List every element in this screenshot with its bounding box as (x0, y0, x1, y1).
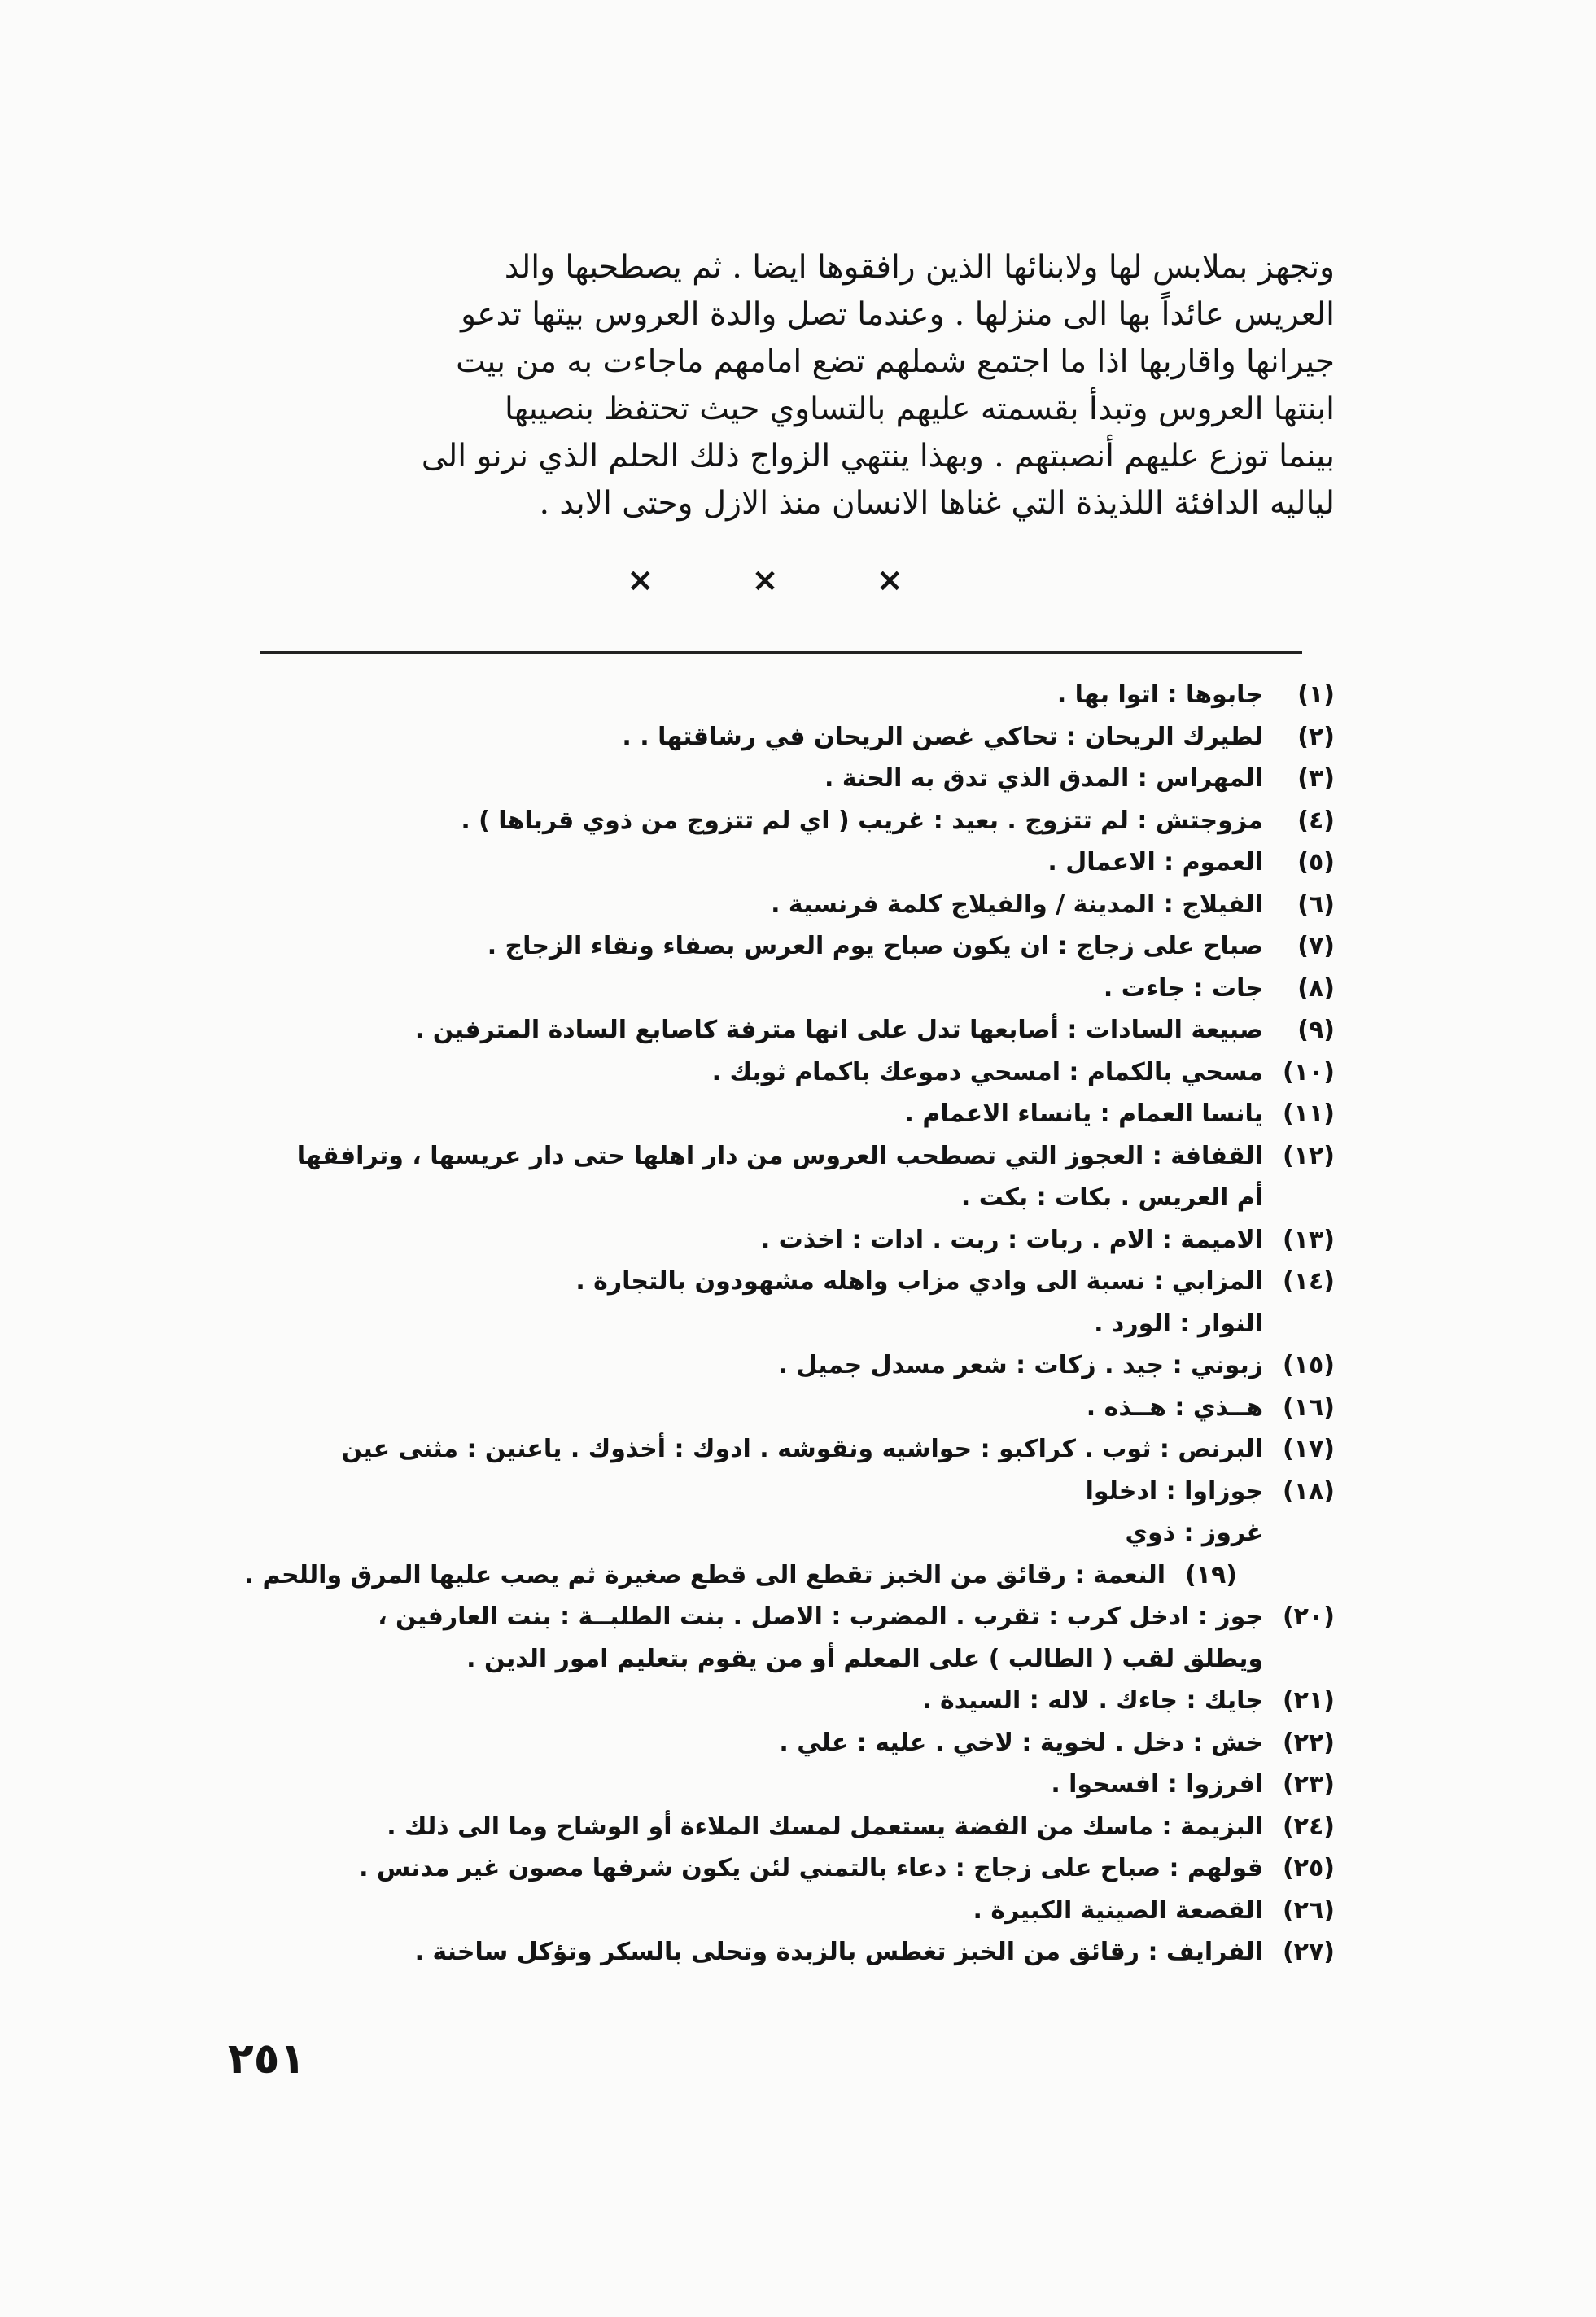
footnote-item (244, 1596, 1335, 1638)
footnote-text: الاميمة : الام . ربات : ربت . ادات : اخذت . (760, 1225, 1263, 1254)
footnote-item (244, 1135, 1335, 1178)
footnote-number: (١٠) (1282, 1057, 1335, 1086)
footnote-text: لطيرك الريحان : تحاكي غصن الريحان في رشاقتها . . (622, 722, 1263, 751)
footnote-text: جابوها : اتوا بها . (1056, 680, 1263, 709)
footnote-text: القصعة الصينية الكبيرة . (973, 1895, 1263, 1925)
footnote-number: (٢٥) (1282, 1854, 1335, 1882)
body-line: وتجهز بملابس لها ولابنائها الذين رافقوها ايضا . ثم يصطحبها والد (504, 249, 1335, 286)
footnote-text: مسحي بالكمام : امسحي دموعك باكمام ثوبك . (711, 1057, 1263, 1086)
footnote-number: (٢٣) (1282, 1770, 1335, 1799)
footnote-number: (١٩) (1184, 1560, 1237, 1589)
footnote-item (244, 1806, 1335, 1848)
footnote-item (244, 758, 1335, 800)
footnote-continuation: غروز : ذوي (1125, 1519, 1263, 1547)
footnote-item (244, 1261, 1335, 1303)
footnote-text: النعمة : رقائق من الخبز تقطع الى قطع صغيرة ثم يصب عليها المرق واللحم . (244, 1560, 1165, 1589)
footnote-continuation: ويطلق لقب ( الطالب ) على المعلم أو من يقوم بتعليم امور الدين . (466, 1644, 1263, 1673)
footnote-number: (٢٠) (1282, 1602, 1335, 1631)
footnote-item (244, 1931, 1335, 1974)
footnote-item (244, 925, 1335, 968)
footnote-text: جوزاوا : ادخلوا (1085, 1476, 1263, 1506)
footnote-text: البرنص : ثوب . كراكبو : حواشيه ونقوشه . ادوك : أخذوك . ياعنين : مثنى عين (341, 1435, 1263, 1463)
footnote-number: (٣) (1297, 764, 1335, 793)
footnote-number: (١٦) (1282, 1392, 1335, 1422)
footnote-number: (٧) (1297, 932, 1335, 960)
footnote-text: صباح على زجاج : ان يكون صباح يوم العرس بصفاء ونقاء الزجاج . (487, 932, 1263, 960)
footnote-number: (٢٦) (1282, 1895, 1335, 1925)
footnote-number: (٢١) (1282, 1686, 1335, 1715)
footnote-number: (١٨) (1282, 1476, 1335, 1506)
footnote-item (244, 716, 1335, 758)
footnote-number: (١٤) (1282, 1267, 1335, 1296)
footnote-item (244, 1051, 1335, 1094)
footnote-number: (١١) (1282, 1099, 1335, 1128)
footnote-number: (٨) (1297, 973, 1335, 1003)
footnote-number: (١٣) (1282, 1225, 1335, 1254)
footnote-item (244, 674, 1335, 716)
footnote-item (244, 1890, 1335, 1932)
footnote-text: صبيعة السادات : أصابعها تدل على انها مترفة كاصابع السادة المترفين . (414, 1016, 1263, 1044)
footnote-item (244, 1764, 1335, 1806)
body-line: بينما توزع عليهم أنصبتهم . وبهذا ينتهي الزواج ذلك الحلم الذي نرنو الى (421, 438, 1335, 474)
footnote-number: (٢٧) (1282, 1938, 1335, 1966)
footnotes-list (244, 674, 1335, 1974)
body-line: ابنتها العروس وتبدأ بقسمته عليهم بالتساوي حيث تحتفظ بنصيبها (505, 391, 1335, 427)
footnote-item (244, 1722, 1335, 1764)
separator-mark: × (627, 562, 654, 599)
footnote-item (244, 1093, 1335, 1135)
footnote-item (244, 1387, 1335, 1429)
footnote-number: (١) (1297, 680, 1335, 709)
footnote-item (244, 1680, 1335, 1722)
footnote-text: جوز : ادخل كرب : تقرب . المضرب : الاصل . بنت الطلبــة : بنت العارفين ، (378, 1602, 1263, 1631)
footnote-number: (٦) (1297, 890, 1335, 919)
body-line: لياليه الدافئة اللذيذة التي غناها الانسان منذ الازل وحتى الابد . (539, 485, 1335, 522)
footnote-text: هــذي : هــذه . (1086, 1392, 1263, 1422)
page-number: ٢٥١ (228, 2035, 306, 2083)
footnote-item (244, 800, 1335, 842)
footnote-number: (٥) (1297, 848, 1335, 877)
footnote-item (244, 1344, 1335, 1387)
footnote-item (244, 884, 1335, 926)
footnote-number: (٢٢) (1282, 1728, 1335, 1757)
footnote-number: (١٧) (1282, 1435, 1335, 1463)
separator-mark: × (751, 562, 779, 599)
footnote-text: جايك : جاءك . لاله : السيدة . (922, 1686, 1263, 1715)
footnote-text: قولهم : صباح على زجاج : دعاء بالتمني لئن يكون شرفها مصون غير مدنس . (359, 1854, 1263, 1882)
footnote-number: (١٥) (1282, 1351, 1335, 1379)
footnote-text: خش : دخل . لخوية : لاخي . عليه : علي . (779, 1728, 1263, 1757)
footnote-text: الفرايف : رقائق من الخبز تغطس بالزبدة وتحلى بالسكر وتؤكل ساخنة . (414, 1938, 1263, 1966)
footnote-number: (٩) (1297, 1016, 1335, 1044)
footnote-item (244, 1554, 1335, 1597)
footnote-item (244, 1471, 1335, 1513)
footnote-continuation: أم العريس . بكات : بكت . (960, 1183, 1263, 1212)
footnote-number: (٢٤) (1282, 1812, 1335, 1841)
body-paragraph (244, 244, 1335, 527)
footnote-number: (٢) (1297, 722, 1335, 751)
footnote-text: يانسا العمام : يانساء الاعمام . (904, 1099, 1263, 1128)
footnote-item (244, 1219, 1335, 1261)
separator-mark: × (876, 562, 903, 599)
footnote-text: البزيمة : ماسك من الفضة يستعمل لمسك الملاءة أو الوشاح وما الى ذلك . (387, 1812, 1263, 1841)
footnote-item (244, 842, 1335, 884)
footnote-text: جات : جاءت . (1103, 973, 1263, 1003)
section-separator (627, 562, 903, 599)
footnote-divider (260, 651, 1302, 654)
body-line: العريس عائداً بها الى منزلها . وعندما تصل والدة العروس بيتها تدعو (461, 296, 1335, 333)
body-line: جيرانها واقاربها اذا ما اجتمع شملهم تضع امامهم ماجاءت به من بيت (456, 343, 1335, 380)
footnote-text: المهراس : المدق الذي تدق به الحنة . (824, 764, 1263, 793)
footnote-text: زبوني : جيد . زكات : شعر مسدل جميل . (778, 1351, 1263, 1379)
footnote-item (244, 1009, 1335, 1051)
footnote-item (244, 1428, 1335, 1471)
footnote-text: مزوجتش : لم تتزوج . بعيد : غريب ( اي لم تتزوج من ذوي قرباها ) . (461, 806, 1263, 835)
footnote-number: (٤) (1297, 806, 1335, 835)
footnote-text: المزابي : نسبة الى وادي مزاب واهله مشهودون بالتجارة . (575, 1267, 1263, 1296)
footnote-number: (١٢) (1282, 1141, 1335, 1170)
footnote-text: القفافة : العجوز التي تصطحب العروس من دار اهلها حتى دار عريسها ، وترافقها (296, 1141, 1263, 1170)
footnote-text: الفيلاج : المدينة / والفيلاج كلمة فرنسية . (771, 890, 1263, 919)
footnote-text: العموم : الاعمال . (1047, 848, 1263, 877)
footnote-item (244, 968, 1335, 1010)
footnote-text: افرزوا : افسحوا . (1051, 1770, 1263, 1799)
footnote-continuation: النوار : الورد . (1094, 1309, 1263, 1338)
footnote-item (244, 1847, 1335, 1890)
